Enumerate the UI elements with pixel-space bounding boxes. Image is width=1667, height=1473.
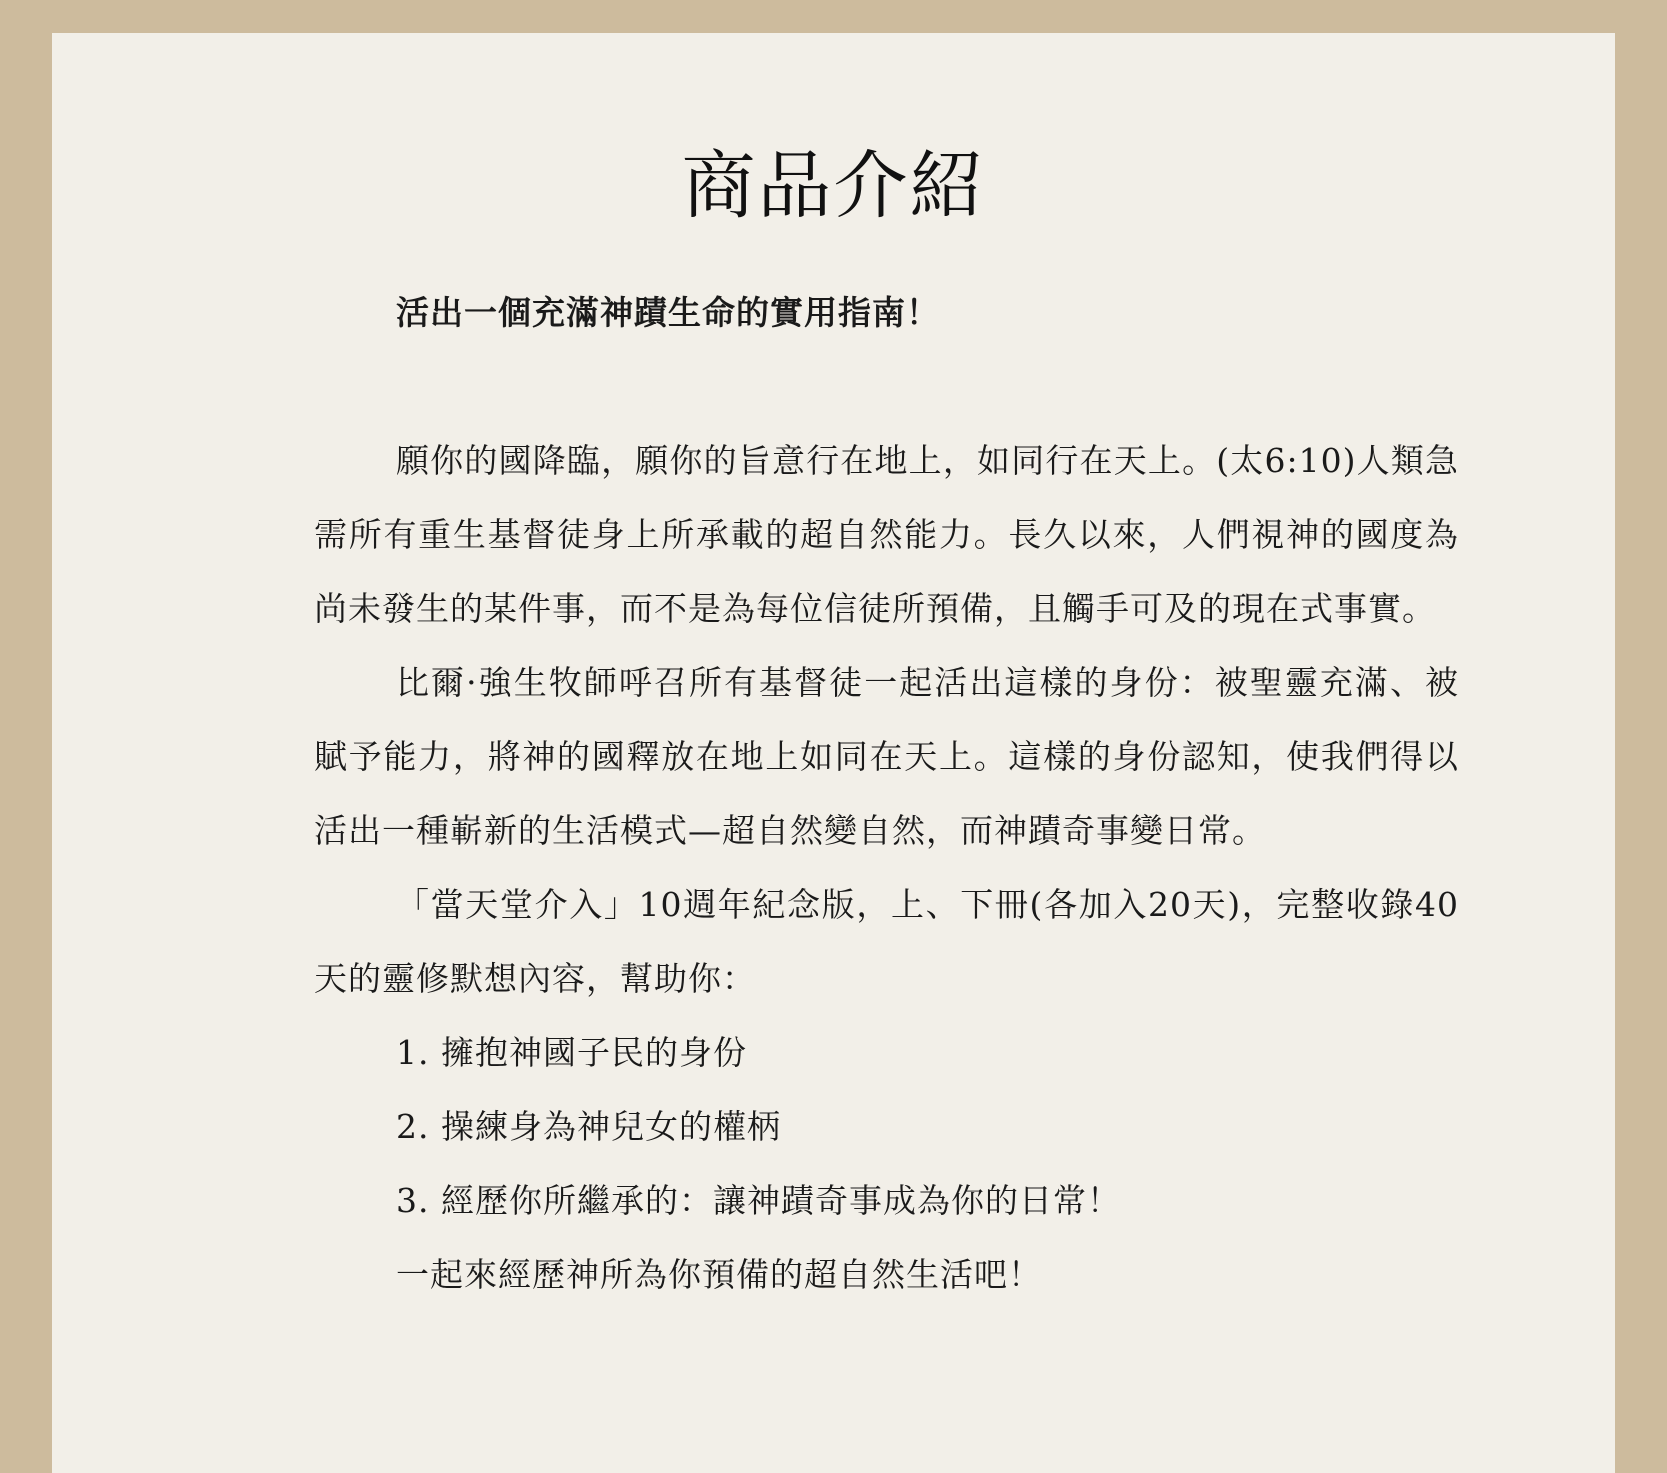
product-description-panel [52, 33, 1615, 1473]
list-item: 3. 經歷你所繼承的：讓神蹟奇事成為你的日常！ [396, 1181, 1121, 1220]
list-item: 2. 操練身為神兒女的權柄 [396, 1107, 781, 1146]
paragraph-intro: 願你的國降臨，願你的旨意行在地上，如同行在天上。(太6:10)人類急需所有重生基督徒身上所承載的超自然能力。長久以來，人們視神的國度為尚未發生的某件事，而不是為每位信徒所預備，且觸手可及的現在式事實。 [314, 441, 1459, 628]
paragraph-edition: 「當天堂介入」10週年紀念版，上、下冊(各加入20天)，完整收錄40天的靈修默想內容，幫助你： [314, 885, 1459, 998]
list-item: 1. 擁抱神國子民的身份 [396, 1033, 747, 1072]
description-content [314, 276, 1459, 1312]
paragraph-author: 比爾·強生牧師呼召所有基督徒一起活出這樣的身份：被聖靈充滿、被賦予能力，將神的國釋放在地上如同在天上。這樣的身份認知，使我們得以活出一種嶄新的生活模式—超自然變自然，而神蹟奇事變日常。 [314, 663, 1459, 850]
page-title: 商品介紹 [681, 143, 986, 229]
closing-line: 一起來經歷神所為你預備的超自然生活吧！ [396, 1255, 1042, 1294]
subtitle: 活出一個充滿神蹟生命的實用指南！ [396, 293, 940, 332]
